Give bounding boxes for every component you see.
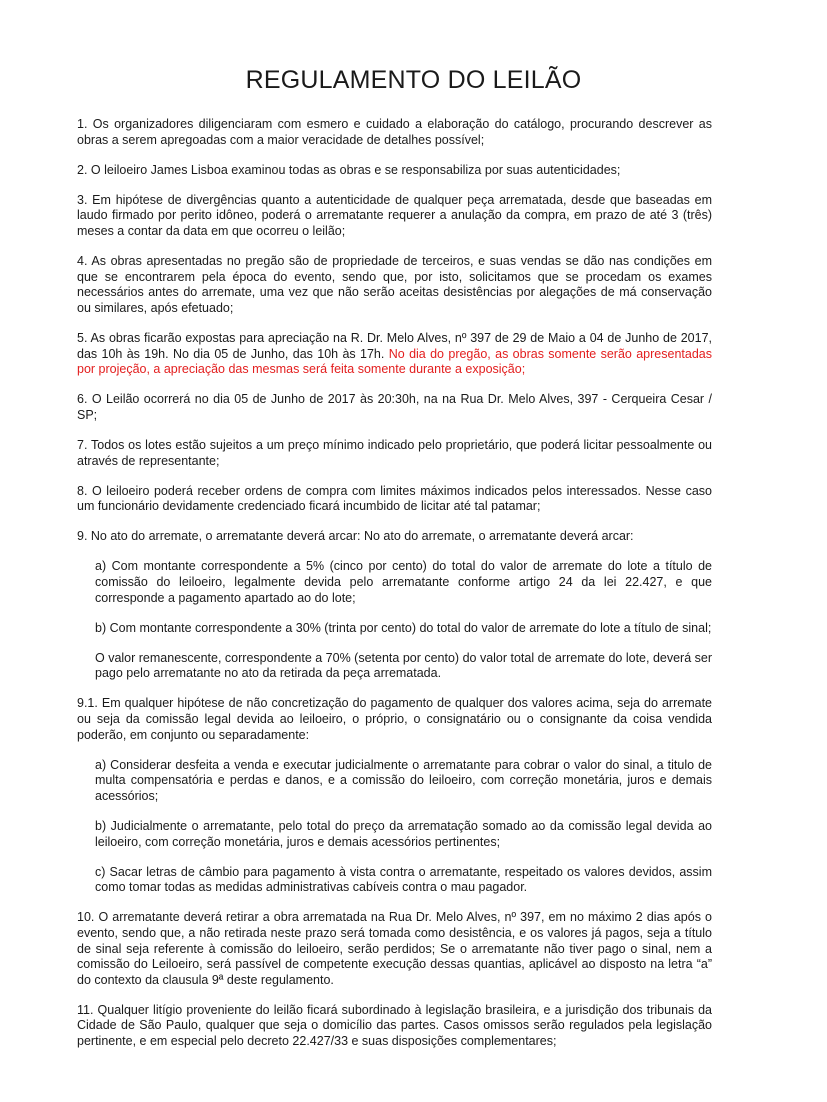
clause-9: 9. No ato do arremate, o arrematante deverá arcar: No ato do arremate, o arrematante deverá arcar: [77,529,634,544]
clause-6: 6. O Leilão ocorrerá no dia 05 de Junho de 2017 às 20:30h, na na Rua Dr. Melo Alves, 397 - Cerqueira Cesar / SP; [77,392,712,422]
clause-11: 11. Qualquer litígio proveniente do leilão ficará subordinado à legislação brasileira, e a jurisdição dos tribunais da Cidade de São Paulo, qualquer que seja o domicílio das partes. Casos omissos serão regulados pela legislação pertinente, e em especial pelo decreto 22.427/33 e suas disposições complementares; [77,1002,712,1049]
clause-8: 8. O leiloeiro poderá receber ordens de compra com limites máximos indicados pelos interessados. Nesse caso um funcionário devidamente credenciado ficará incumbido de licitar até tal patamar; [77,483,712,514]
clause-10: 10. O arrematante deverá retirar a obra arrematada na Rua Dr. Melo Alves, nº 397, em no máximo 2 dias após o evento, sendo que, a não retirada neste prazo será tomada como desistência, e os valores já pagos, seja a título de sinal seja referente à comissão do leiloeiro, serão perdidos; Se o arrematante não tiver pago o sinal, nem a comissão do Leiloeiro, será passível de competente execução dessas quantias, aplicável ao disposto na letra “a” do contexto da clausula 9ª deste regulamento. [77,910,712,987]
clause-2: 2. O leiloeiro James Lisboa examinou todas as obras e se responsabiliza por suas autenticidades; [77,162,621,177]
clause-1: 1. Os organizadores diligenciaram com esmero e cuidado a elaboração do catálogo, procurando descrever as obras a serem apregoadas com a maior veracidade de detalhes possível; [77,117,712,147]
clause-9-1-b: b) Judicialmente o arrematante, pelo total do preço da arrematação somado ao da comissão legal devida ao leiloeiro, com correção monetária, juros e demais acessórios pertinentes; [95,819,712,849]
clause-5-highlight: No dia do pregão, as obras somente serão apresentadas por projeção, a apreciação das mesmas será feita somente durante a exposição; [77,346,712,377]
clause-9-1: 9.1. Em qualquer hipótese de não concretização do pagamento de qualquer dos valores acima, seja do arremate ou seja da comissão legal devida ao leiloeiro, o próprio, o consignatário ou o consignante da coisa vendida poderão, em conjunto ou separadamente: [77,696,712,742]
clause-9-1-c: c) Sacar letras de câmbio para pagamento à vista contra o arrematante, respeitado os valores devidos, assim como tomar todas as medidas administrativas cabíveis contra o mau pagador. [95,864,712,895]
clause-9-b: b) Com montante correspondente a 30% (trinta por cento) do total do valor de arremate do lote a título de sinal; [95,620,712,635]
clause-9-1-a: a) Considerar desfeita a venda e executar judicialmente o arrematante para cobrar o valor do sinal, a titulo de multa compensatória e perdas e danos, e a comissão do leiloeiro, com correção monetária, juros e demais acessórios; [95,757,712,803]
clause-4: 4. As obras apresentadas no pregão são de propriedade de terceiros, e suas vendas se dão nas condições em que se encontrarem pela época do evento, sendo que, por isto, solicitamos que se procedam os exames necessários antes do arremate, uma vez que não serão aceitas desistências por alegações de má conservação ou similares, após efetuado; [77,254,712,315]
clause-3: 3. Em hipótese de divergências quanto a autenticidade de qualquer peça arrematada, desde que baseadas em laudo firmado por perito idôneo, poderá o arrematante requerer a anulação da compra, em prazo de até 3 (três) meses a contar da data em que ocorreu o leilão; [77,192,712,238]
clause-7: 7. Todos os lotes estão sujeitos a um preço mínimo indicado pelo proprietário, que poderá licitar pessoalmente ou através de representante; [77,437,712,468]
regulation-body [77,117,712,1064]
clause-5-text: 5. As obras ficarão expostas para apreciação na R. Dr. Melo Alves, nº 397 de 29 de Maio a 04 de Junho de 2017, das 10h às 19h. No dia 05 de Junho, das 10h às 17h. [77,330,712,361]
page-title: REGULAMENTO DO LEILÃO [245,66,582,94]
clause-9-a: a) Com montante correspondente a 5% (cinco por cento) do total do valor de arremate do lote a título de comissão do leiloeiro, legalmente devida pelo arrematante conforme artigo 24 da lei 22.427, e que corresponde a pagamento apartado ao do lote; [95,559,712,605]
clause-5 [77,331,712,378]
clause-9-remainder: O valor remanescente, correspondente a 70% (setenta por cento) do valor total de arremate do lote, deverá ser pago pelo arrematante no ato da retirada da peça arrematada. [95,650,713,681]
